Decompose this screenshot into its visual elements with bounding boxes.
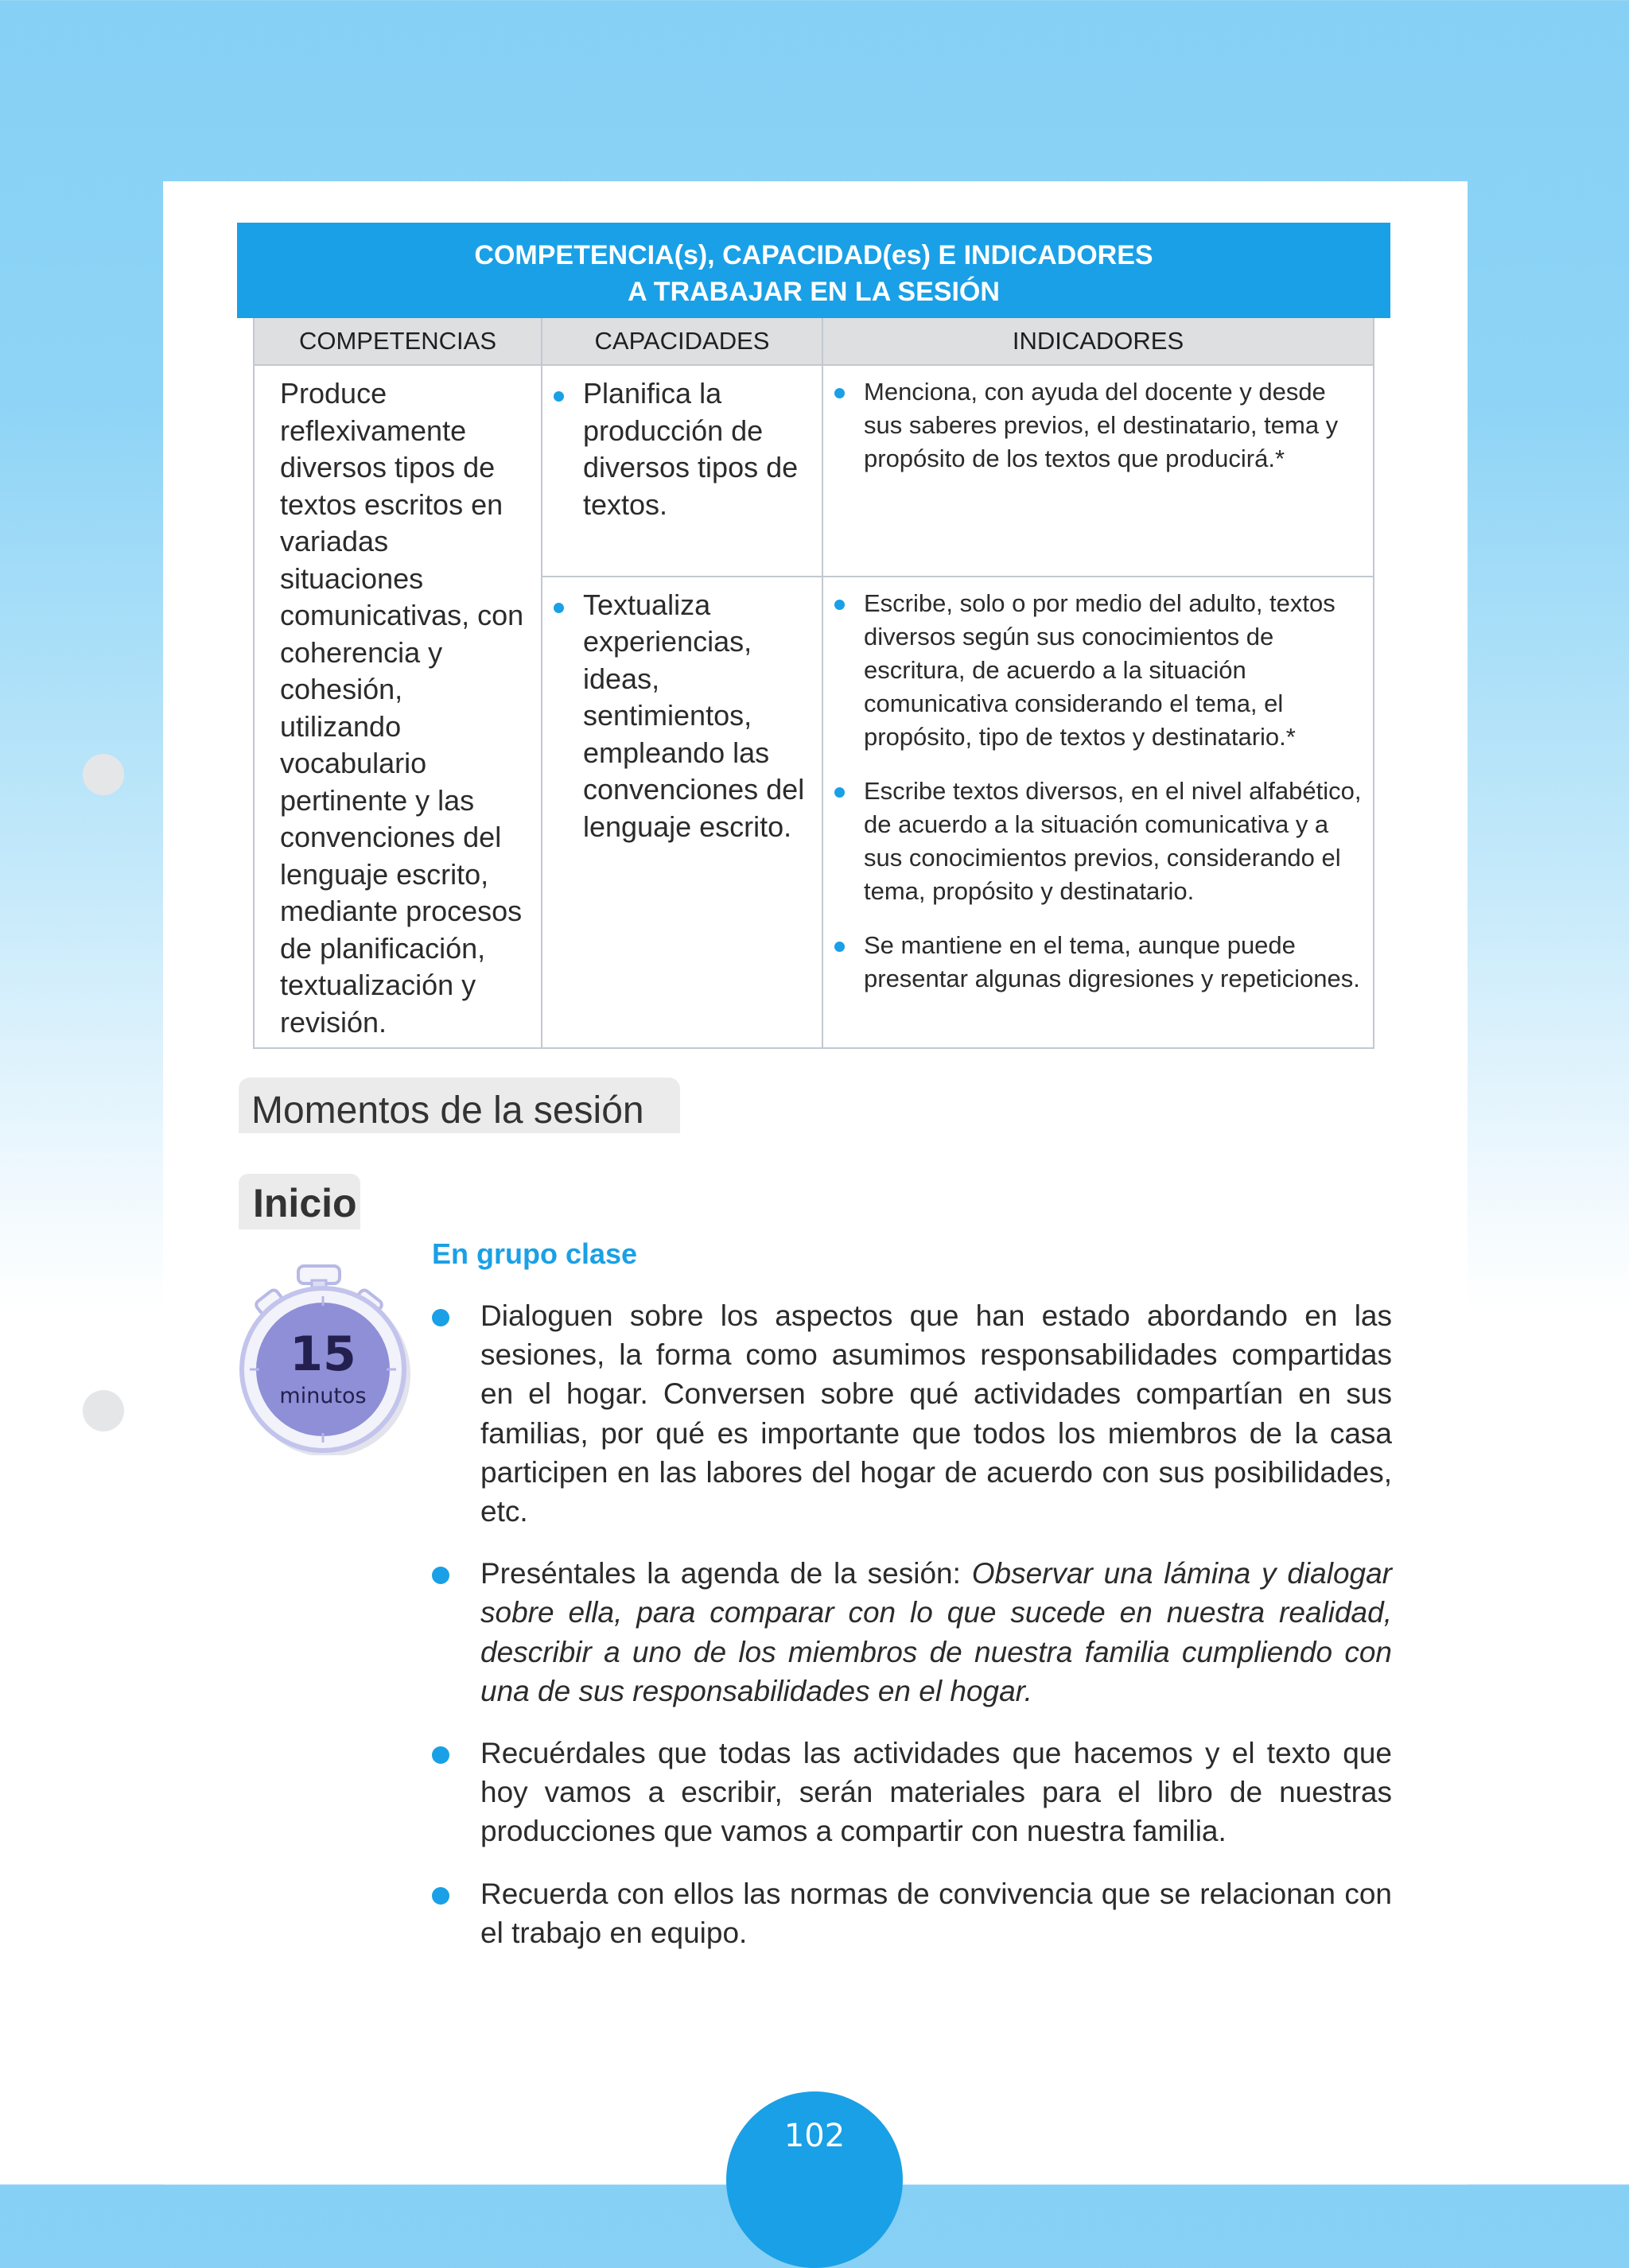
table-title-line-1: COMPETENCIA(s), CAPACIDAD(es) E INDICADORES [474, 240, 1153, 270]
bullet-icon [834, 942, 845, 952]
capacidad-text: Textualiza experiencias, ideas, sentimientos, empleando las convenciones del lenguaje escrito. [583, 588, 805, 843]
capacidad-item [554, 587, 811, 846]
bullet-icon [432, 1309, 449, 1326]
indicador-item [834, 375, 1362, 476]
binder-hole-bottom [83, 1390, 124, 1431]
table-grid [253, 318, 1374, 1049]
competencia-cell: Produce reflexivamente diversos tipos de textos escritos en variadas situaciones comunicativas, con coherencia y cohesión, utilizando vocabulario pertinente y las convenciones del lenguaje escrito, mediante procesos de planificación, textualización y revisión. [280, 377, 524, 1039]
bullet-icon [834, 388, 845, 398]
bullet-icon [554, 603, 564, 613]
capacidad-cell-2 [541, 576, 822, 1048]
bullet-icon [554, 391, 564, 402]
activity-text: Recuérdales que todas las actividades que hacemos y el texto que hoy vamos a escribir, serán materiales para el libro de nuestras producciones que vamos a compartir con nuestra familia. [480, 1737, 1392, 1848]
indicador-item [834, 929, 1362, 996]
agenda-description: Observar una lámina y dialogar sobre ella, para comparar con lo que sucede en nuestra realidad, describir a uno de los miembros de nuestra familia cumpliendo con una de sus responsabilidades en el hogar. [480, 1557, 1392, 1707]
indicador-text: Escribe, solo o por medio del adulto, textos diversos según sus conocimientos de escritura, de acuerdo a la situación comunicativa considerando el tema, el propósito, tipo de textos y destinatario.* [864, 588, 1335, 751]
table-title [237, 223, 1390, 318]
indicadores-cell-2 [822, 576, 1373, 1048]
binder-hole-top [83, 754, 124, 795]
activity-text: Recuerda con ellos las normas de convivencia que se relacionan con el trabajo en equipo. [480, 1877, 1392, 1949]
capacidad-text: Planifica la producción de diversos tipos de textos. [583, 377, 799, 521]
indicadores-cell-1 [822, 366, 1373, 576]
capacidad-cell-1 [541, 366, 822, 576]
list-item [432, 1874, 1392, 1952]
column-header-capacidades: CAPACIDADES [541, 318, 822, 366]
timer-badge [239, 1264, 422, 1455]
activity-text: Dialoguen sobre los aspectos que han estado abordando en las sesiones, la forma como asumimos responsabilidades compartidas en el hogar. Conversen sobre qué actividades compartían en sus familias, por qué es importante que todos los miembros de la casa participen en las labores del hogar de acuerdo con sus posibilidades, etc. [480, 1299, 1392, 1528]
activity-list [432, 1296, 1392, 1975]
column-header-competencias: COMPETENCIAS [255, 318, 541, 366]
indicador-text: Se mantiene en el tema, aunque puede presentar algunas digresiones y repeticiones. [864, 930, 1360, 992]
indicador-item [834, 587, 1362, 754]
bullet-icon [432, 1567, 449, 1584]
bullet-icon [834, 600, 845, 610]
section-title-momentos: Momentos de la sesión [239, 1078, 680, 1133]
competencies-table [237, 223, 1390, 1049]
agenda-intro: Preséntales la agenda de la sesión: [480, 1557, 961, 1590]
capacidad-item [554, 375, 811, 523]
group-label: En grupo clase [432, 1237, 638, 1270]
list-item [432, 1734, 1392, 1851]
indicador-text: Escribe textos diversos, en el nivel alfabético, de acuerdo a la situación comunicativa y a sus conocimientos previos, considerando el tema, propósito y destinatario. [864, 776, 1362, 905]
list-item [432, 1554, 1392, 1711]
section-title-inicio: Inicio [239, 1174, 360, 1229]
timer-minutes-number: 15 [290, 1326, 356, 1382]
page-number: 102 [726, 2091, 903, 2268]
timer-minutes-label: minutos [279, 1384, 367, 1408]
table-title-line-2: A TRABAJAR EN LA SESIÓN [628, 277, 1000, 307]
list-item [432, 1296, 1392, 1531]
activity-text [480, 1554, 1392, 1711]
bullet-icon [432, 1746, 449, 1764]
indicador-item [834, 775, 1362, 908]
bullet-icon [432, 1887, 449, 1905]
bullet-icon [834, 787, 845, 798]
indicador-text: Menciona, con ayuda del docente y desde sus saberes previos, el destinatario, tema y propósito de los textos que producirá.* [864, 378, 1339, 472]
column-header-indicadores: INDICADORES [822, 318, 1373, 366]
